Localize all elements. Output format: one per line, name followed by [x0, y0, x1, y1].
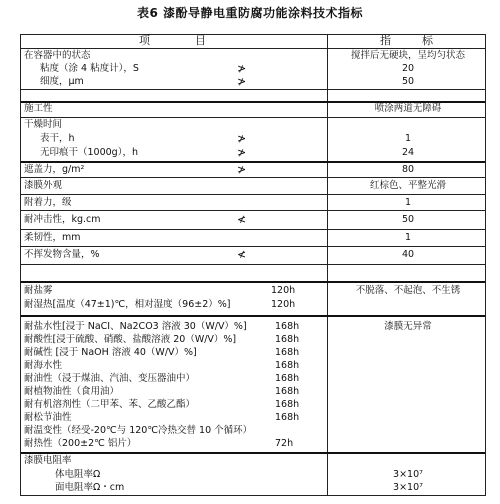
- label-salt-fog: 耐盐雾: [24, 285, 53, 296]
- max-mark: ≯: [237, 163, 247, 176]
- min-mark: ≮: [237, 213, 247, 226]
- table-title: 表6 漆酚导静电重防腐功能涂料技术指标: [136, 6, 364, 20]
- duration-salt-water: 168h: [275, 321, 300, 332]
- value-volume-resistivity: 3×10⁷: [393, 469, 423, 480]
- max-mark: ≯: [237, 75, 247, 88]
- duration-alkali: 168h: [275, 347, 300, 358]
- label-volume-resistivity: 体电阻率Ω: [55, 469, 101, 480]
- value-chem-result: 漆膜无异常: [384, 321, 432, 332]
- label-surface-resistivity: 面电阻率Ω・cm: [55, 482, 125, 493]
- label-adhesion: 附着力，级: [24, 197, 72, 208]
- row-divider: [21, 194, 485, 195]
- value-impact: 50: [401, 214, 415, 225]
- duration-acid: 168h: [275, 334, 300, 345]
- label-temp-change: 耐温变性（经受-20℃与 120℃冷热交替 10 个循环）: [24, 425, 253, 436]
- value-film-appearance: 红棕色、平整光滑: [369, 180, 446, 191]
- max-mark: ≯: [237, 146, 247, 159]
- label-heat: 耐热性（200±2℃ 铝片）: [24, 438, 137, 449]
- duration-veg-oil: 168h: [275, 386, 300, 397]
- value-container-state: 搅拌后无硬块，呈均匀状态: [350, 50, 465, 61]
- duration-solvent: 168h: [275, 399, 300, 410]
- value-salt-fog-result: 不脱落、不起泡、不生锈: [355, 285, 461, 296]
- value-nonvolatile: 40: [401, 249, 415, 260]
- label-turpentine: 耐松节油性: [24, 412, 72, 423]
- row-divider: [21, 117, 485, 118]
- label-fineness: 细度，μm: [40, 76, 84, 87]
- max-mark: ≯: [237, 62, 247, 75]
- label-seawater: 耐海水性: [24, 360, 63, 371]
- value-workability: 喷涂两道无障碍: [374, 103, 442, 114]
- value-surface-resistivity: 3×10⁷: [393, 482, 423, 493]
- min-mark: ≮: [237, 248, 247, 261]
- max-mark: ≯: [237, 132, 247, 145]
- label-acid: 耐酸性[浸于硫酸、硝酸、盐酸溶液 20（W/V）%]: [24, 334, 237, 345]
- duration-seawater: 168h: [275, 360, 300, 371]
- row-divider: [21, 89, 485, 90]
- row-divider: [21, 48, 485, 49]
- row-divider: [21, 315, 485, 317]
- value-adhesion: 1: [404, 197, 412, 208]
- label-nonvolatile: 不挥发物含量，%: [24, 249, 100, 260]
- label-flexibility: 柔韧性，mm: [24, 232, 81, 243]
- row-divider: [21, 281, 485, 283]
- row-divider: [21, 177, 485, 178]
- label-hiding-power: 遮盖力，g/m²: [24, 164, 85, 175]
- duration-salt-fog: 120h: [271, 285, 296, 296]
- label-surface-dry: 表干，h: [40, 133, 75, 144]
- label-resistivity: 漆膜电阻率: [24, 455, 72, 466]
- value-surface-dry: 1: [404, 133, 412, 144]
- label-impact: 耐冲击性，kg.cm: [24, 214, 101, 225]
- label-veg-oil: 耐植物油性（食用油）: [24, 386, 120, 397]
- label-drying-time: 干燥时间: [24, 119, 63, 130]
- row-divider: [21, 452, 485, 454]
- header-spec: 指 标: [380, 34, 436, 47]
- value-hard-dry: 24: [401, 147, 415, 158]
- header-item: 项 目: [139, 34, 209, 47]
- label-salt-water: 耐盐水性[浸于 NaCI、Na2CO3 溶液 30（W/V）%]: [24, 321, 247, 332]
- value-hiding-power: 80: [401, 164, 415, 175]
- label-hard-dry: 无印痕干（1000g），h: [40, 147, 138, 158]
- row-divider: [21, 210, 485, 211]
- value-flexibility: 1: [404, 232, 412, 243]
- value-fineness: 50: [401, 76, 415, 87]
- label-alkali: 耐碱性 [浸于 NaOH 溶液 40（W/V）%]: [24, 347, 197, 358]
- label-container-state: 在容器中的状态: [24, 50, 91, 61]
- value-viscosity: 20: [401, 63, 415, 74]
- duration-turpentine: 168h: [275, 412, 300, 423]
- row-divider: [21, 264, 485, 265]
- duration-heat: 72h: [275, 438, 294, 449]
- duration-damp-heat: 120h: [271, 299, 296, 310]
- label-oil: 耐油性（浸于煤油、汽油、变压器油中）: [24, 373, 196, 384]
- row-divider: [21, 246, 485, 247]
- row-divider: [21, 229, 485, 230]
- row-divider: [21, 161, 485, 163]
- duration-oil: 168h: [275, 373, 300, 384]
- label-solvent: 耐有机溶剂性（二甲苯、苯、乙酸乙酯）: [24, 399, 196, 410]
- label-film-appearance: 漆膜外观: [24, 180, 63, 191]
- label-viscosity: 粘度（涂 4 粘度计），S: [40, 63, 139, 74]
- spec-table: [20, 34, 486, 496]
- label-workability: 施工性: [24, 103, 53, 114]
- label-damp-heat: 耐湿热[温度（47±1)℃，相对湿度（96±2）%]: [24, 299, 231, 310]
